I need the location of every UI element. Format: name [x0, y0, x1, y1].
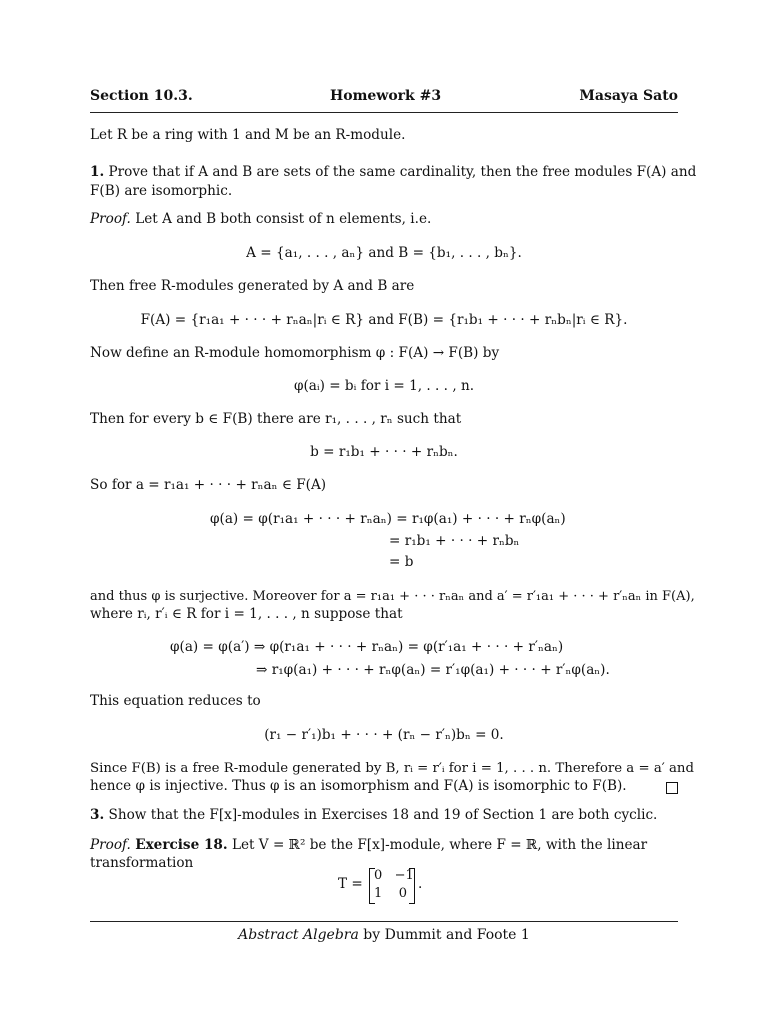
problem-3-text: Show that the F[x]-modules in Exercises 18 and 19 of Section 1 are both cyclic.: [108, 807, 658, 823]
equation-b: b = r₁b₁ + · · · + rₙbₙ.: [310, 444, 458, 460]
matrix-row-2: 1 0: [374, 886, 408, 901]
header-author: Masaya Sato: [579, 88, 678, 104]
problem-1-text-line-2: F(B) are isomorphic.: [90, 183, 233, 199]
proof-1-intro: [90, 210, 678, 229]
proof-1-text-6-line-2: where rᵢ, r′ᵢ ∈ R for i = 1, . . . , n suppose that: [90, 606, 403, 622]
header-title: Homework #3: [330, 88, 442, 104]
footer-attribution: by Dummit and Foote 1: [358, 927, 530, 943]
proof-3-line-1: Let V = ℝ² be the F[x]-module, where F = ℝ, with the linear: [231, 837, 648, 853]
intro-text: Let R be a ring with 1 and M be an R-module.: [90, 127, 406, 143]
proof-1-text-6-line-1: and thus φ is surjective. Moreover for a = r₁a₁ + · · · rₙaₙ and a′ = r′₁a₁ + · · · + r′ₙaₙ in F(A),: [90, 589, 695, 604]
matrix-row-1: 0 −1: [374, 868, 414, 883]
equation-injective-line-2: ⇒ r₁φ(a₁) + · · · + rₙφ(aₙ) = r′₁φ(a₁) + · · · + r′ₙφ(aₙ).: [256, 662, 610, 678]
document-page: [90, 0, 697, 1024]
equation-sets: A = {a₁, . . . , aₙ} and B = {b₁, . . . , bₙ}.: [246, 245, 522, 261]
problem-3-statement: [90, 806, 678, 825]
proof-1-text-2: Then free R-modules generated by A and B are: [90, 278, 415, 294]
equation-injective-line-1: φ(a) = φ(a′) ⇒ φ(r₁a₁ + · · · + rₙaₙ) = φ(r′₁a₁ + · · · + r′ₙaₙ): [170, 639, 564, 655]
qed-symbol: [666, 782, 678, 794]
proof-1-text-5: So for a = r₁a₁ + · · · + rₙaₙ ∈ F(A): [90, 477, 327, 493]
problem-3-number: 3.: [90, 807, 105, 823]
matrix-lhs: T =: [338, 876, 363, 892]
header-section: Section 10.3.: [90, 88, 193, 104]
equation-surjective-line-3: = b: [389, 554, 414, 570]
footer-rule: [90, 921, 678, 922]
problem-1-statement: [90, 163, 697, 182]
exercise-18-label: Exercise 18.: [135, 837, 228, 853]
proof-1-line-1: Let A and B both consist of n elements, i.e.: [135, 211, 432, 227]
proof-1-text-3: Now define an R-module homomorphism φ : F(A) → F(B) by: [90, 345, 500, 361]
header-rule: [90, 112, 678, 113]
proof-1-text-7: This equation reduces to: [90, 693, 261, 709]
equation-free-modules: F(A) = {r₁a₁ + · · · + rₙaₙ|rᵢ ∈ R} and F(B) = {r₁b₁ + · · · + rₙbₙ|rᵢ ∈ R}.: [140, 312, 628, 328]
footer-book-title: Abstract Algebra: [238, 927, 359, 943]
page-header: [90, 88, 678, 110]
equation-surjective-line-1: φ(a) = φ(r₁a₁ + · · · + rₙaₙ) = r₁φ(a₁) + · · · + rₙφ(aₙ): [210, 511, 566, 527]
proof-label: Proof.: [90, 211, 131, 227]
proof-label: Proof.: [90, 837, 131, 853]
matrix-brackets: [369, 868, 415, 904]
matrix-period: .: [418, 876, 423, 892]
proof-3-intro: [90, 836, 678, 855]
page-footer: [90, 927, 678, 943]
proof-1-text-8-line-1: Since F(B) is a free R-module generated by B, rᵢ = r′ᵢ for i = 1, . . . n. Therefore a = a′ and: [90, 761, 694, 776]
problem-1-number: 1.: [90, 164, 105, 180]
problem-1-text-line-1: Prove that if A and B are sets of the same cardinality, then the free modules F(A) and: [108, 164, 697, 180]
proof-3-line-2: transformation: [90, 855, 194, 871]
equation-phi-definition: φ(aᵢ) = bᵢ for i = 1, . . . , n.: [293, 378, 475, 394]
equation-surjective-line-2: = r₁b₁ + · · · + rₙbₙ: [389, 533, 520, 549]
equation-reduced: (r₁ − r′₁)b₁ + · · · + (rₙ − r′ₙ)bₙ = 0.: [264, 727, 504, 743]
proof-1-text-8-line-2: hence φ is injective. Thus φ is an isomorphism and F(A) is isomorphic to F(B).: [90, 778, 627, 794]
proof-1-text-4: Then for every b ∈ F(B) there are r₁, . . . , rₙ such that: [90, 411, 462, 427]
